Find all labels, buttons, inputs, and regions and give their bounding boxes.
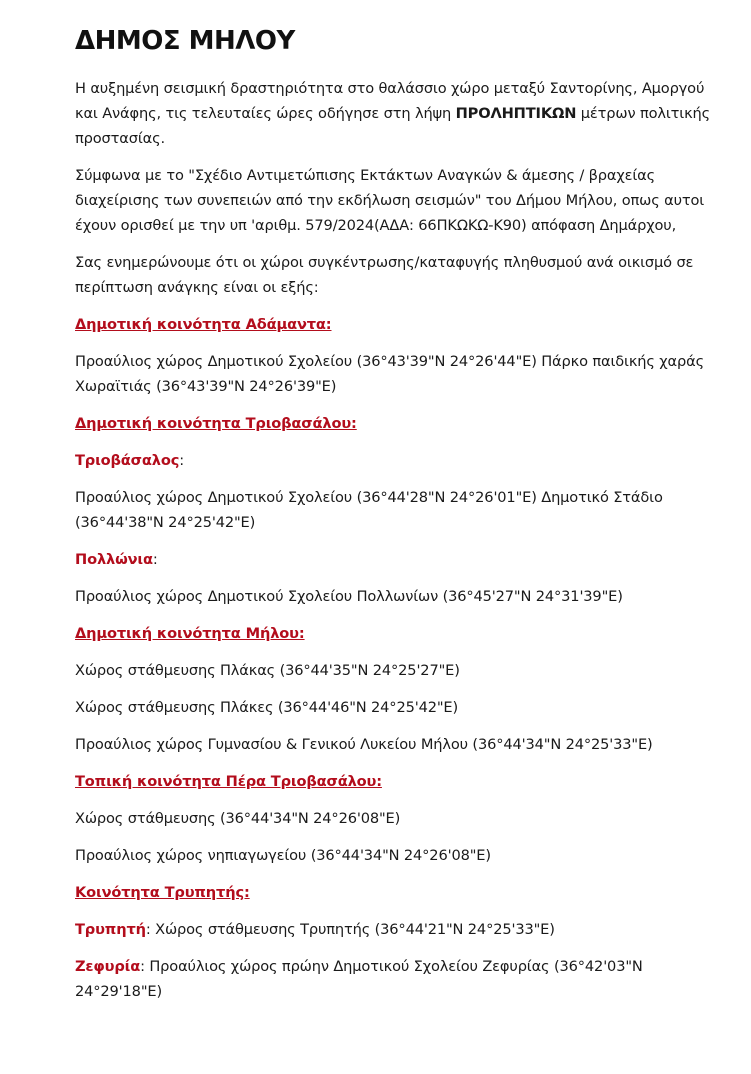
subheading-pollonia [75, 547, 711, 572]
section-heading-triovasalos [75, 411, 711, 436]
inform-paragraph: Σας ενημερώνουμε ότι οι χώροι συγκέντρωσης/καταφυγής πληθυσμού ανά οικισμό σε περίπτωση ανάγκης είναι οι εξής: [75, 254, 694, 296]
plan-paragraph: Σύμφωνα με το "Σχέδιο Αντιμετώπισης Εκτάκτων Αναγκών & άμεσης / βραχείας διαχείρισης των συνεπειών από την εκδήλωση σεισμών" του Δήμου Μήλου, οπως αυτοι έχουν ορισθεί με την υπ 'αριθμ. 579/2024(ΑΔΑ: 66ΠΚΩΚΩ-Κ90) απόφαση Δημάρχου, [75, 167, 705, 234]
list-item: Προαύλιος χώρος Γυμνασίου & Γενικού Λυκείου Μήλου (36°44'34"N 24°25'33"E) [75, 736, 653, 753]
heading-link-pera-triovasalos[interactable]: Τοπική κοινότητα Πέρα Τριοβασάλου: [75, 773, 382, 790]
trypiti-location [75, 917, 711, 942]
pollonia-locations: Προαύλιος χώρος Δημοτικού Σχολείου Πολλωνίων (36°45'27"N 24°31'39"E) [75, 588, 623, 605]
place-name-pollonia: Πολλώνια [75, 551, 153, 568]
heading-link-adamantas[interactable]: Δημοτική κοινότητα Αδάμαντα: [75, 316, 332, 333]
subheading-triovasalos [75, 448, 711, 473]
page-title: ΔΗΜΟΣ ΜΗΛΟΥ [75, 26, 295, 56]
place-suffix: : [152, 551, 158, 568]
section-heading-trypiti [75, 880, 711, 905]
intro-text-end: μέτρων πολιτικής προστασίας. [75, 105, 711, 147]
place-name-triovasalos: Τριοβάσαλος [75, 452, 180, 469]
heading-link-trypiti[interactable]: Κοινότητα Τρυπητής: [75, 884, 250, 901]
section-heading-adamantas [75, 312, 711, 337]
adamantas-locations: Προαύλιος χώρος Δημοτικού Σχολείου (36°43'39"N 24°26'44"E) Πάρκο παιδικής χαράς Χωραϊτιάς (36°43'39"N 24°26'39"E) [75, 353, 705, 395]
list-item: Χώρος στάθμευσης (36°44'34"N 24°26'08"E) [75, 810, 401, 827]
place-name-trypiti: Τρυπητή [75, 921, 146, 938]
intro-paragraph [75, 76, 711, 151]
intro-text: Η αυξημένη σεισμική δραστηριότητα στο θαλάσσιο χώρο μεταξύ Σαντορίνης, Αμοργού και Ανάφης, τις τελευταίες ώρες οδήγησε στη λήψη [75, 80, 705, 122]
zefyria-location [75, 954, 711, 1004]
section-heading-milos [75, 621, 711, 646]
trypiti-location-text: : Χώρος στάθμευσης Τρυπητής (36°44'21"N 24°25'33"E) [145, 921, 555, 938]
list-item: Χώρος στάθμευσης Πλάκας (36°44'35"N 24°25'27"E) [75, 662, 460, 679]
section-heading-pera-triovasalos [75, 769, 711, 794]
heading-link-triovasalos[interactable]: Δημοτική κοινότητα Τριοβασάλου: [75, 415, 357, 432]
zefyria-location-text: : Προαύλιος χώρος πρώην Δημοτικού Σχολείου Ζεφυρίας (36°42'03"N 24°29'18"E) [75, 958, 643, 1000]
list-item: Χώρος στάθμευσης Πλάκες (36°44'46"N 24°25'42"E) [75, 699, 459, 716]
intro-bold-text: ΠΡΟΛΗΠΤΙΚΩΝ [455, 105, 577, 122]
list-item: Προαύλιος χώρος νηπιαγωγείου (36°44'34"N 24°26'08"E) [75, 847, 491, 864]
place-name-zefyria: Ζεφυρία [75, 958, 141, 975]
triovasalos-locations: Προαύλιος χώρος Δημοτικού Σχολείου (36°44'28"N 24°26'01"E) Δημοτικό Στάδιο (36°44'38"N 24°25'42"E) [75, 489, 663, 531]
heading-link-milos[interactable]: Δημοτική κοινότητα Μήλου: [75, 625, 305, 642]
place-suffix: : [179, 452, 185, 469]
